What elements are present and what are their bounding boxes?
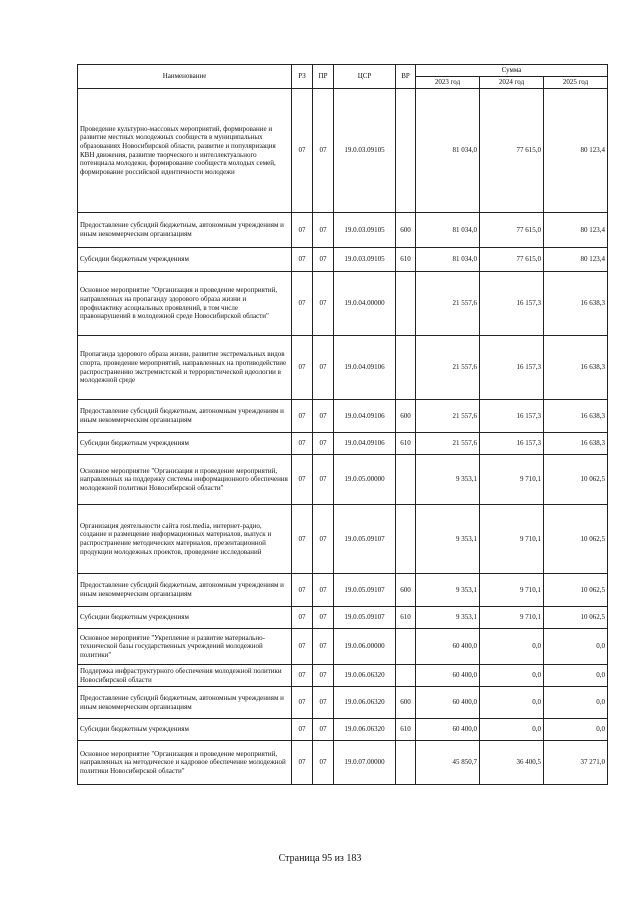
table-cell-rz: 07 (292, 272, 313, 336)
table-row (78, 629, 608, 665)
table-cell-vr (396, 89, 416, 213)
col-header-2025: 2025 год (544, 77, 608, 89)
table-cell-rz: 07 (292, 574, 313, 607)
table-cell-pr: 07 (313, 455, 334, 505)
table-cell-name: Проведение культурно-массовых мероприятий, формирование и развитие местных молодежных сообществ в муниципальных образованиях Новосибирской области, развитие и популяризация КВН движения, развитие творческого и интеллектуального потенциала молодежи, формирование сообществ молодых семей, формирование российской идентичности молодежи (78, 89, 292, 213)
col-header-rz: РЗ (292, 65, 313, 89)
table-cell-2024: 0,0 (480, 665, 544, 687)
table-cell-2025: 16 638,3 (544, 336, 608, 400)
table-cell-vr (396, 505, 416, 574)
table-cell-csr: 19.0.07.00000 (334, 741, 396, 785)
table-cell-name: Основное мероприятие "Организация и проведение мероприятий, направленных на методическое и кадровое обеспечение молодежной политики Новосибирской области" (78, 741, 292, 785)
table-row (78, 574, 608, 607)
table-cell-2023: 81 034,0 (416, 248, 480, 272)
table-cell-csr: 19.0.06.00000 (334, 629, 396, 665)
table-cell-2023: 81 034,0 (416, 89, 480, 213)
table-cell-pr: 07 (313, 336, 334, 400)
table-cell-pr: 07 (313, 665, 334, 687)
table-cell-2025: 16 638,3 (544, 272, 608, 336)
table-cell-pr: 07 (313, 89, 334, 213)
table-cell-csr: 19.0.03.09105 (334, 89, 396, 213)
table-cell-rz: 07 (292, 400, 313, 433)
table-cell-2025: 0,0 (544, 719, 608, 741)
table-cell-name: Субсидии бюджетным учреждениям (78, 607, 292, 629)
table-cell-pr: 07 (313, 433, 334, 455)
table-cell-2025: 80 123,4 (544, 248, 608, 272)
table-cell-csr: 19.0.05.00000 (334, 455, 396, 505)
table-cell-2025: 80 123,4 (544, 213, 608, 248)
table-cell-2024: 16 157,3 (480, 272, 544, 336)
table-cell-pr: 07 (313, 505, 334, 574)
table-cell-2025: 0,0 (544, 687, 608, 719)
table-cell-rz: 07 (292, 607, 313, 629)
table-cell-csr: 19.0.04.09106 (334, 336, 396, 400)
budget-table (77, 64, 608, 785)
table-row (78, 433, 608, 455)
table-cell-2023: 45 850,7 (416, 741, 480, 785)
table-row (78, 89, 608, 213)
table-cell-rz: 07 (292, 455, 313, 505)
table-cell-name: Субсидии бюджетным учреждениям (78, 248, 292, 272)
table-cell-csr: 19.0.04.00000 (334, 272, 396, 336)
table-cell-vr (396, 741, 416, 785)
table-cell-2025: 10 062,5 (544, 607, 608, 629)
table-cell-rz: 07 (292, 741, 313, 785)
table-cell-2023: 21 557,6 (416, 272, 480, 336)
table-cell-2023: 60 400,0 (416, 719, 480, 741)
table-cell-name: Основное мероприятие "Организация и проведение мероприятий, направленных на пропаганду здорового образа жизни и профилактику асоциальных проявлений, в том числе правонарушений в молодежной среде Новосибирской области" (78, 272, 292, 336)
table-cell-name: Пропаганда здорового образа жизни, развитие экстремальных видов спорта, проведение мероприятий, направленных на противодействие распространению экстремистской и террористической идеологии в молодежной среде (78, 336, 292, 400)
table-cell-pr: 07 (313, 213, 334, 248)
table-row (78, 248, 608, 272)
table-cell-csr: 19.0.04.09106 (334, 400, 396, 433)
table-cell-csr: 19.0.03.09105 (334, 248, 396, 272)
table-cell-2024: 9 710,1 (480, 455, 544, 505)
table-cell-2023: 81 034,0 (416, 213, 480, 248)
table-cell-name: Основное мероприятие "Организация и проведение мероприятий, направленных на поддержку системы информационного обеспечения молодежной политики Новосибирской области" (78, 455, 292, 505)
table-cell-pr: 07 (313, 719, 334, 741)
table-cell-2024: 0,0 (480, 629, 544, 665)
col-header-vr: ВР (396, 65, 416, 89)
table-cell-vr: 610 (396, 248, 416, 272)
table-cell-rz: 07 (292, 687, 313, 719)
table-cell-name: Предоставление субсидий бюджетным, автономным учреждениям и иным некоммерческим организациям (78, 213, 292, 248)
table-cell-2023: 9 353,1 (416, 574, 480, 607)
table-cell-vr: 600 (396, 687, 416, 719)
table-cell-2025: 16 638,3 (544, 400, 608, 433)
table-cell-2024: 0,0 (480, 719, 544, 741)
table-body (78, 89, 608, 785)
table-cell-2023: 9 353,1 (416, 455, 480, 505)
table-cell-2025: 16 638,3 (544, 433, 608, 455)
table-cell-2025: 0,0 (544, 665, 608, 687)
table-cell-csr: 19.0.06.06320 (334, 687, 396, 719)
table-cell-rz: 07 (292, 213, 313, 248)
table-cell-vr: 610 (396, 719, 416, 741)
table-cell-2023: 21 557,6 (416, 400, 480, 433)
table-cell-pr: 07 (313, 629, 334, 665)
table-cell-pr: 07 (313, 687, 334, 719)
table-cell-rz: 07 (292, 505, 313, 574)
table-cell-vr (396, 336, 416, 400)
table-cell-vr: 610 (396, 607, 416, 629)
table-row (78, 400, 608, 433)
table-row (78, 665, 608, 687)
col-header-name: Наименование (78, 65, 292, 89)
table-cell-pr: 07 (313, 248, 334, 272)
table-cell-name: Субсидии бюджетным учреждениям (78, 719, 292, 741)
table-row (78, 455, 608, 505)
col-header-pr: ПР (313, 65, 334, 89)
table-cell-csr: 19.0.06.06320 (334, 719, 396, 741)
table-cell-rz: 07 (292, 629, 313, 665)
table-cell-pr: 07 (313, 272, 334, 336)
table-cell-pr: 07 (313, 607, 334, 629)
table-cell-2024: 16 157,3 (480, 336, 544, 400)
table-cell-name: Предоставление субсидий бюджетным, автономным учреждениям и иным некоммерческим организациям (78, 574, 292, 607)
table-cell-vr: 600 (396, 400, 416, 433)
table-cell-rz: 07 (292, 719, 313, 741)
table-cell-vr (396, 665, 416, 687)
table-cell-2024: 9 710,1 (480, 505, 544, 574)
table-cell-2024: 77 615,0 (480, 213, 544, 248)
table-cell-vr (396, 455, 416, 505)
table-cell-rz: 07 (292, 336, 313, 400)
table-cell-pr: 07 (313, 574, 334, 607)
table-cell-rz: 07 (292, 665, 313, 687)
col-header-csr: ЦСР (334, 65, 396, 89)
table-cell-2023: 9 353,1 (416, 505, 480, 574)
table-cell-vr (396, 272, 416, 336)
table-cell-csr: 19.0.05.09107 (334, 505, 396, 574)
table-cell-2024: 77 615,0 (480, 89, 544, 213)
table-cell-2025: 37 271,0 (544, 741, 608, 785)
table-cell-2024: 9 710,1 (480, 574, 544, 607)
table-cell-2024: 16 157,3 (480, 433, 544, 455)
table-cell-csr: 19.0.05.09107 (334, 607, 396, 629)
table-cell-2025: 10 062,5 (544, 505, 608, 574)
table-cell-name: Основное мероприятие "Укрепление и развитие материально-технической базы государственных учреждений молодежной политики" (78, 629, 292, 665)
table-cell-vr (396, 629, 416, 665)
table-row (78, 719, 608, 741)
table-cell-2023: 9 353,1 (416, 607, 480, 629)
table-cell-2024: 16 157,3 (480, 400, 544, 433)
table-cell-rz: 07 (292, 89, 313, 213)
table-cell-csr: 19.0.03.09105 (334, 213, 396, 248)
table-cell-2023: 60 400,0 (416, 665, 480, 687)
table-cell-rz: 07 (292, 248, 313, 272)
table-row (78, 505, 608, 574)
table-cell-2024: 9 710,1 (480, 607, 544, 629)
table-cell-csr: 19.0.05.09107 (334, 574, 396, 607)
table-row (78, 607, 608, 629)
table-cell-2025: 0,0 (544, 629, 608, 665)
table-cell-vr: 610 (396, 433, 416, 455)
table-cell-2025: 10 062,5 (544, 574, 608, 607)
table-cell-csr: 19.0.06.06320 (334, 665, 396, 687)
table-cell-vr: 600 (396, 213, 416, 248)
table-row (78, 687, 608, 719)
table-cell-name: Организация деятельности сайта rost.media, интернет-радио, создание и размещение информационных материалов, выпуск и распространение методических материалов, презентационной продукции молодежных проектов, проведение исследований (78, 505, 292, 574)
col-header-sums: Сумма (416, 65, 608, 77)
table-cell-name: Поддержка инфраструктурного обеспечения молодежной политики Новосибирской области (78, 665, 292, 687)
table-cell-name: Предоставление субсидий бюджетным, автономным учреждениям и иным некоммерческим организациям (78, 687, 292, 719)
table-cell-2025: 80 123,4 (544, 89, 608, 213)
col-header-2024: 2024 год (480, 77, 544, 89)
table-row (78, 741, 608, 785)
page-number: Страница 95 из 183 (278, 853, 362, 864)
table-cell-2023: 60 400,0 (416, 687, 480, 719)
table-cell-2024: 77 615,0 (480, 248, 544, 272)
table-row (78, 272, 608, 336)
table-cell-name: Предоставление субсидий бюджетным, автономным учреждениям и иным некоммерческим организациям (78, 400, 292, 433)
table-cell-2023: 60 400,0 (416, 629, 480, 665)
table-cell-csr: 19.0.04.09106 (334, 433, 396, 455)
table-cell-2023: 21 557,6 (416, 433, 480, 455)
table-cell-vr: 600 (396, 574, 416, 607)
table-cell-name: Субсидии бюджетным учреждениям (78, 433, 292, 455)
col-header-2023: 2023 год (416, 77, 480, 89)
table-cell-2024: 0,0 (480, 687, 544, 719)
table-cell-2024: 36 400,5 (480, 741, 544, 785)
table-cell-2023: 21 557,6 (416, 336, 480, 400)
table-cell-2025: 10 062,5 (544, 455, 608, 505)
table-row (78, 213, 608, 248)
table-cell-rz: 07 (292, 433, 313, 455)
table-row (78, 336, 608, 400)
table-cell-pr: 07 (313, 400, 334, 433)
table-cell-pr: 07 (313, 741, 334, 785)
